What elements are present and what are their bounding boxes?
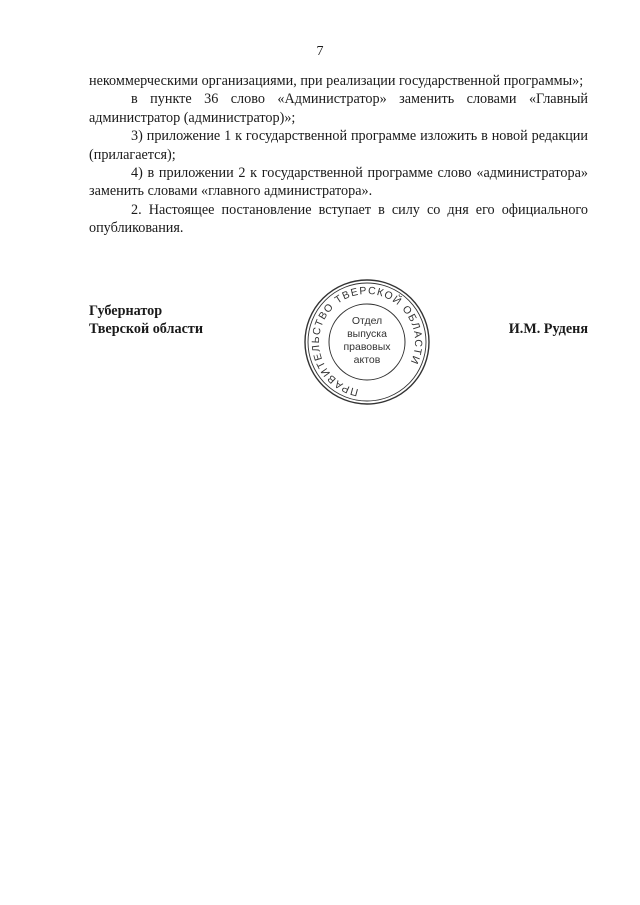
stamp-ring-text: ПРАВИТЕЛЬСТВО ТВЕРСКОЙ ОБЛАСТИ xyxy=(309,284,425,399)
paragraph-2: в пункте 36 слово «Администратор» заменить словами «Главный администратор (администратор)»; xyxy=(89,91,588,126)
stamp-line-3: правовых xyxy=(343,341,391,353)
stamp-inner-text xyxy=(302,315,432,367)
signature-title xyxy=(89,302,203,339)
page-number: 7 xyxy=(316,44,324,59)
stamp-line-4: актов xyxy=(353,354,381,366)
signature-title-line-2: Тверской области xyxy=(89,321,204,338)
signature-name: И.М. Руденя xyxy=(508,321,588,337)
paragraph-3: 3) приложение 1 к государственной программе изложить в новой редакции (прилагается); xyxy=(89,128,588,163)
document-body xyxy=(89,72,588,238)
paragraph-1: некоммерческими организациями, при реализации государственной программы»; xyxy=(89,73,584,89)
paragraph-4: 4) в приложении 2 к государственной программе слово «администратора» заменить словами «главного администратора». xyxy=(89,165,588,200)
signature-title-line-1: Губернатор xyxy=(89,303,163,319)
official-stamp xyxy=(302,277,432,407)
stamp-line-2: выпуска xyxy=(347,328,387,340)
stamp-line-1: Отдел xyxy=(351,315,383,327)
paragraph-5: 2. Настоящее постановление вступает в силу со дня его официального опубликования. xyxy=(89,201,588,237)
